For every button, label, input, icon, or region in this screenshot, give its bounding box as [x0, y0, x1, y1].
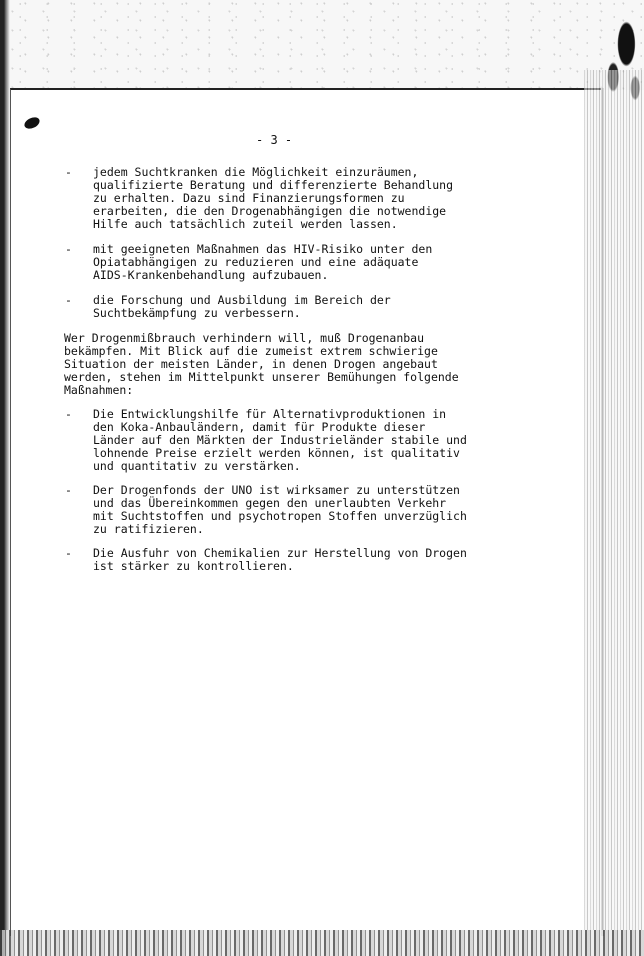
scan-noise-top — [0, 0, 644, 90]
list-item — [64, 166, 494, 231]
text-line: qualifizierte Beratung und differenzierte Behandlung — [93, 178, 454, 192]
text-line: ist stärker zu kontrollieren. — [93, 559, 294, 573]
text-line: Opiatabhängigen zu reduzieren und eine adäquate — [93, 255, 419, 269]
text-line: jedem Suchtkranken die Möglichkeit einzuräumen, — [93, 165, 419, 179]
scan-left-shadow — [0, 0, 10, 956]
bullet-dash: - — [65, 407, 72, 421]
text-line: die Forschung und Ausbildung im Bereich der — [93, 293, 391, 307]
text-line: Maßnahmen: — [64, 383, 134, 397]
text-line: AIDS-Krankenbehandlung aufzubauen. — [93, 268, 329, 282]
body-paragraph — [64, 332, 494, 397]
text-line: und das Übereinkommen gegen den unerlaubten Verkehr — [93, 496, 447, 510]
bullet-dash: - — [65, 242, 72, 256]
text-line: zu ratifizieren. — [93, 522, 204, 536]
page-number: - 3 - — [256, 133, 293, 147]
text-line: mit geeigneten Maßnahmen das HIV-Risiko unter den — [93, 242, 433, 256]
scan-right-edge — [584, 70, 644, 930]
demands-list — [64, 166, 494, 320]
text-line: bekämpfen. Mit Blick auf die zumeist extrem schwierige — [64, 344, 438, 358]
list-item — [64, 484, 494, 536]
text-line: mit Suchtstoffen und psychotropen Stoffen unverzüglich — [93, 509, 467, 523]
list-item — [64, 294, 494, 320]
list-item — [64, 243, 494, 282]
text-line: werden, stehen im Mittelpunkt unserer Bemühungen folgende — [64, 370, 459, 384]
text-line: Der Drogenfonds der UNO ist wirksamer zu unterstützen — [93, 483, 460, 497]
text-line: Die Entwicklungshilfe für Alternativproduktionen in — [93, 407, 447, 421]
text-line: und quantitativ zu verstärken. — [93, 459, 301, 473]
list-item — [64, 408, 494, 473]
scan-bottom-strip — [0, 930, 644, 956]
measures-list — [64, 408, 494, 573]
text-line: zu erhalten. Dazu sind Finanzierungsformen zu — [93, 191, 405, 205]
text-line: Situation der meisten Länder, in denen Drogen angebaut — [64, 357, 438, 371]
text-line: Länder auf den Märkten der Industrieländer stabile und — [93, 433, 467, 447]
text-line: Hilfe auch tatsächlich zuteil werden lassen. — [93, 217, 398, 231]
bullet-dash: - — [65, 483, 72, 497]
text-line: Die Ausfuhr von Chemikalien zur Herstellung von Drogen — [93, 546, 467, 560]
bullet-dash: - — [65, 165, 72, 179]
bullet-dash: - — [65, 293, 72, 307]
text-line: Suchtbekämpfung zu verbessern. — [93, 306, 301, 320]
document-body — [64, 166, 494, 584]
text-line: Wer Drogenmißbrauch verhindern will, muß Drogenanbau — [64, 331, 425, 345]
list-item — [64, 547, 494, 573]
text-line: erarbeiten, die den Drogenabhängigen die notwendige — [93, 204, 447, 218]
text-line: lohnende Preise erzielt werden können, ist qualitativ — [93, 446, 460, 460]
text-line: den Koka-Anbauländern, damit für Produkte dieser — [93, 420, 426, 434]
bullet-dash: - — [65, 546, 72, 560]
